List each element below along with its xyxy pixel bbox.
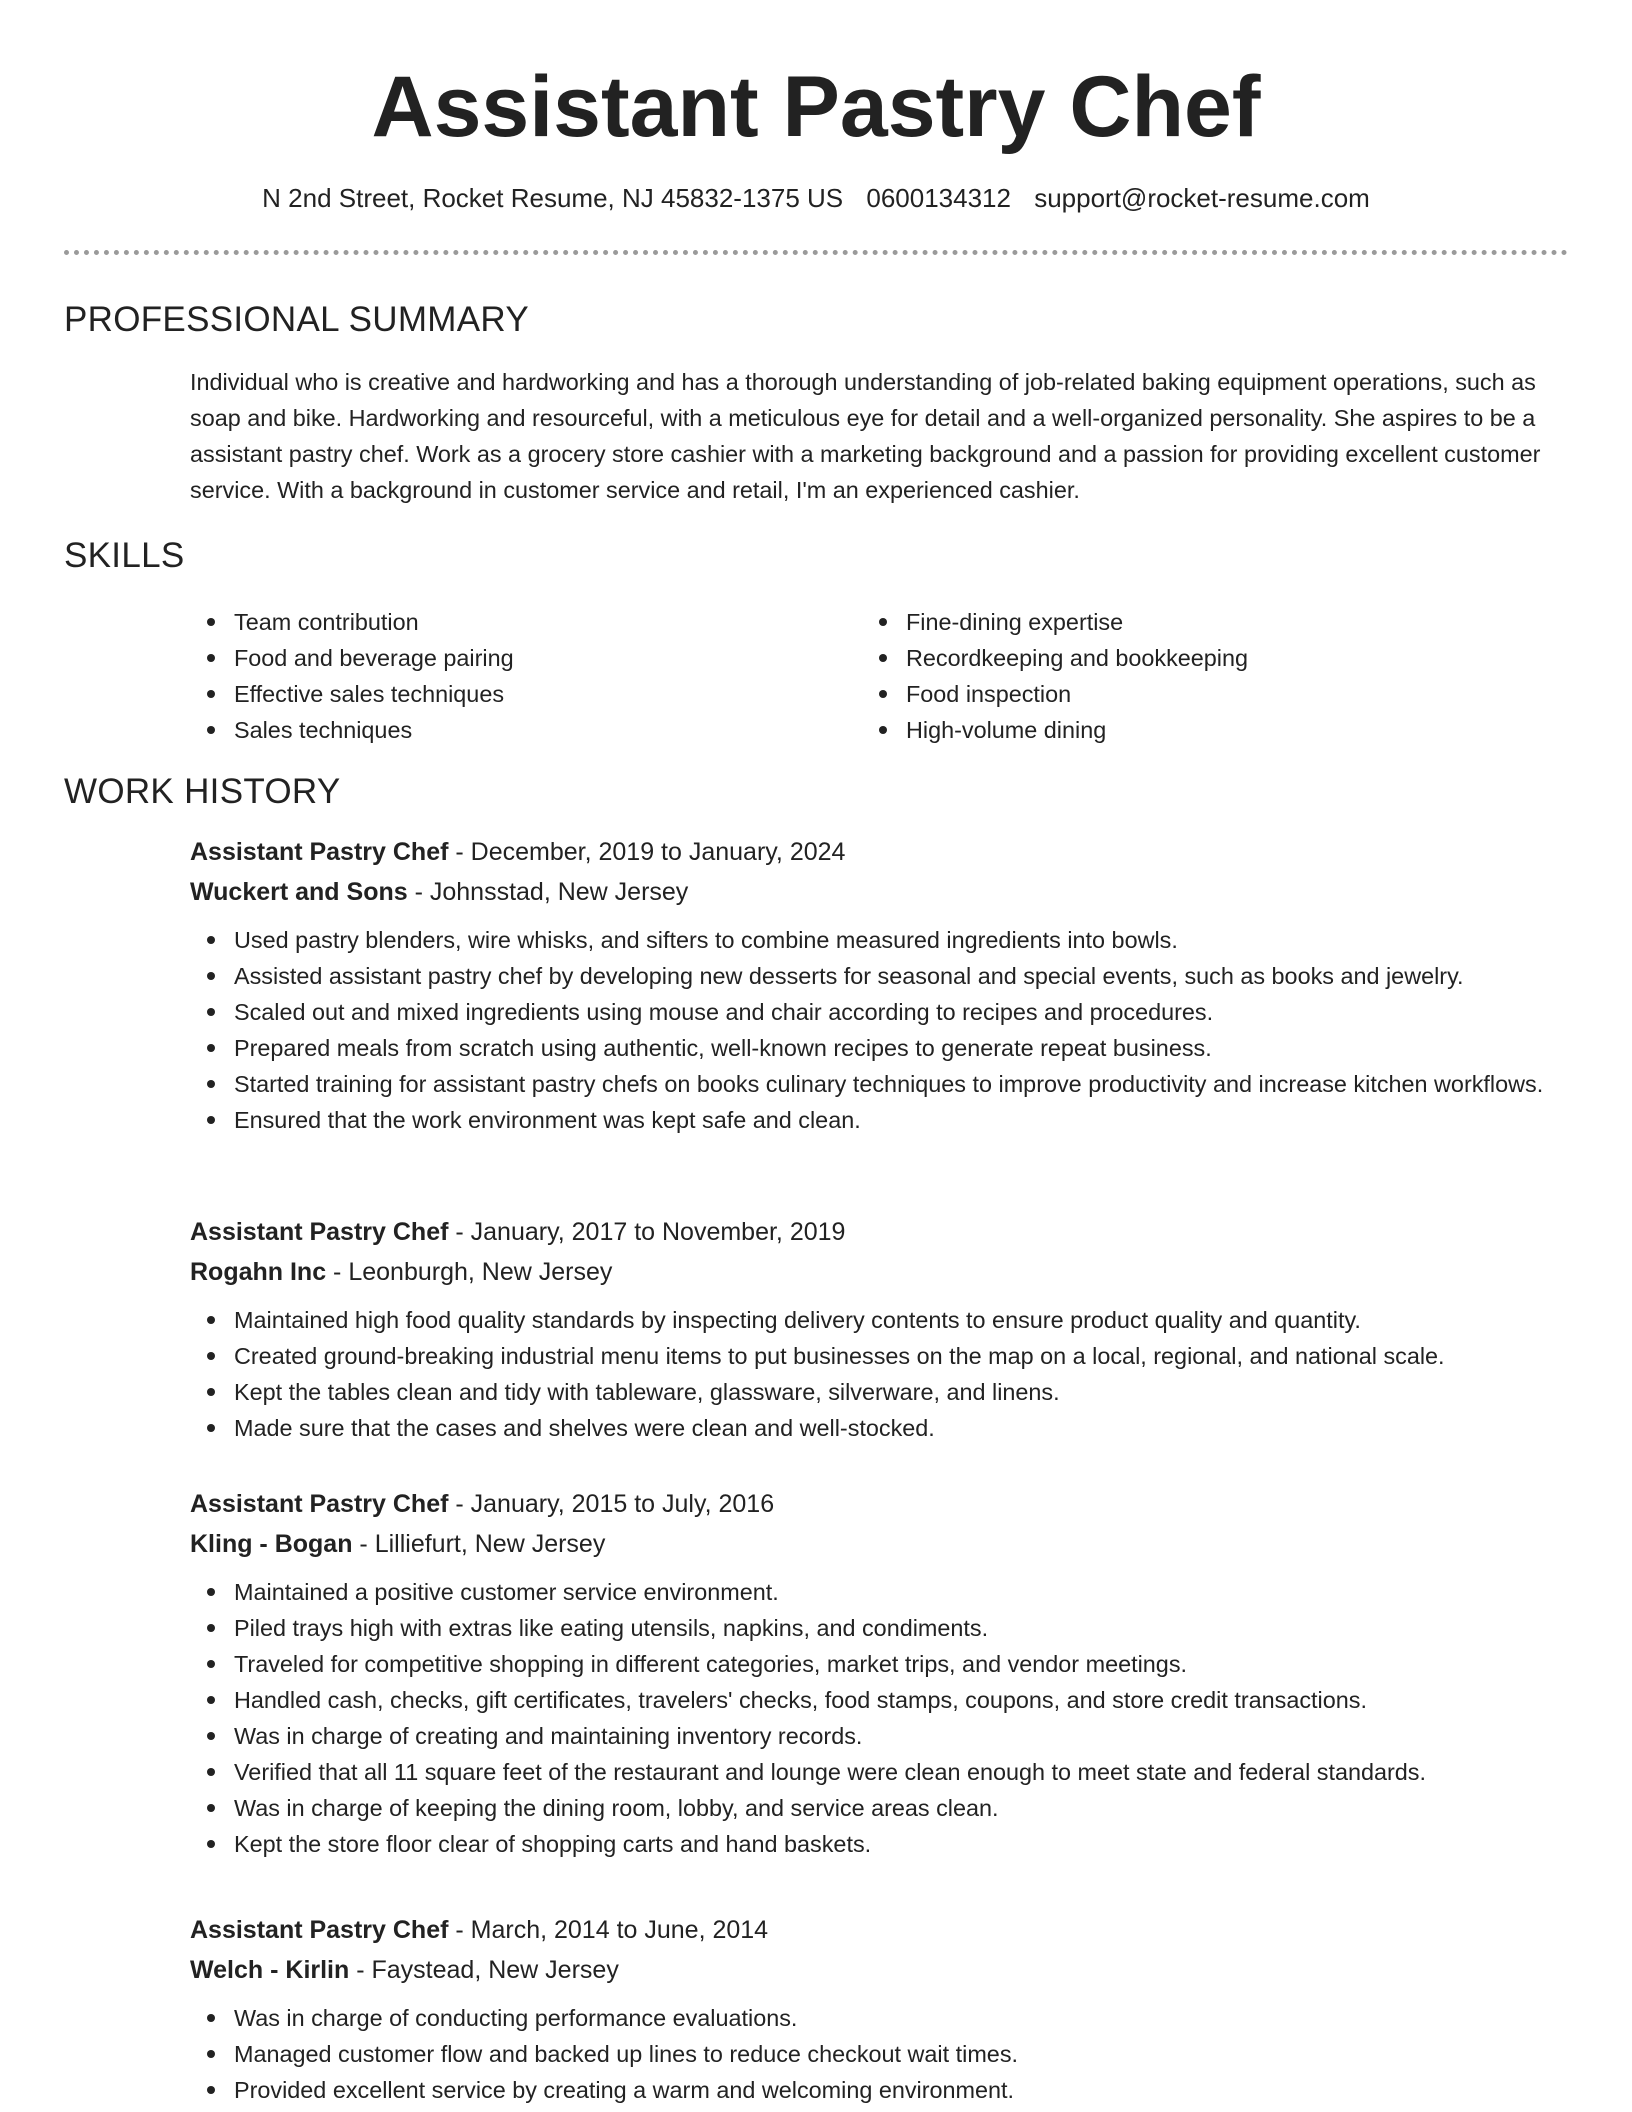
work-history-heading: WORK HISTORY bbox=[64, 772, 341, 811]
email: support@rocket-resume.com bbox=[1034, 183, 1370, 213]
skill-item: High-volume dining bbox=[862, 712, 1522, 748]
skill-item: Team contribution bbox=[190, 604, 850, 640]
list-item: Handled cash, checks, gift certificates, travelers' checks, food stamps, coupons, and store credit transactions. bbox=[190, 1682, 1568, 1718]
job-entry bbox=[190, 1484, 1568, 1862]
company-location: - Johnsstad, New Jersey bbox=[407, 878, 689, 906]
list-item: Used pastry blenders, wire whisks, and sifters to combine measured ingredients into bowls. bbox=[190, 922, 1568, 958]
list-item: Traveled for competitive shopping in different categories, market trips, and vendor meetings. bbox=[190, 1646, 1568, 1682]
job-title: Assistant Pastry Chef bbox=[190, 838, 449, 866]
company-name: Kling - Bogan bbox=[190, 1530, 353, 1558]
list-item: Managed customer flow and backed up lines to reduce checkout wait times. bbox=[190, 2036, 1568, 2072]
job-dates: - January, 2017 to November, 2019 bbox=[448, 1218, 846, 1246]
contact-info bbox=[0, 178, 1632, 218]
job-bullets bbox=[190, 1574, 1568, 1862]
job-company-line bbox=[190, 872, 1568, 912]
company-location: - Faystead, New Jersey bbox=[349, 1956, 619, 1984]
job-company-line bbox=[190, 1524, 1568, 1564]
company-name: Wuckert and Sons bbox=[190, 878, 408, 906]
job-title-line bbox=[190, 1484, 1568, 1524]
summary-heading: PROFESSIONAL SUMMARY bbox=[64, 300, 529, 339]
skill-item: Fine-dining expertise bbox=[862, 604, 1522, 640]
list-item: Piled trays high with extras like eating utensils, napkins, and condiments. bbox=[190, 1610, 1568, 1646]
job-bullets bbox=[190, 1302, 1568, 1446]
job-title-line bbox=[190, 1910, 1568, 1950]
job-dates: - December, 2019 to January, 2024 bbox=[448, 838, 846, 866]
job-bullets bbox=[190, 922, 1568, 1138]
job-dates: - January, 2015 to July, 2016 bbox=[448, 1490, 775, 1518]
job-title-line bbox=[190, 832, 1568, 872]
skill-item: Food inspection bbox=[862, 676, 1522, 712]
list-item: Started training for assistant pastry chefs on books culinary techniques to improve productivity and increase kitchen workflows. bbox=[190, 1066, 1568, 1102]
list-item: Made sure that the cases and shelves were clean and well-stocked. bbox=[190, 1410, 1568, 1446]
job-dates: - March, 2014 to June, 2014 bbox=[448, 1916, 769, 1944]
list-item: Created ground-breaking industrial menu items to put businesses on the map on a local, regional, and national scale. bbox=[190, 1338, 1568, 1374]
job-title: Assistant Pastry Chef bbox=[190, 1490, 449, 1518]
job-title-line bbox=[190, 1212, 1568, 1252]
skill-item: Effective sales techniques bbox=[190, 676, 850, 712]
skill-item: Food and beverage pairing bbox=[190, 640, 850, 676]
summary-text: Individual who is creative and hardworking and has a thorough understanding of job-related baking equipment operations, such as soap and bike. Hardworking and resourceful, with a meticulous eye for detail and a well-organized personality. She aspires to be a assistant pastry chef. Work as a grocery store cashier with a marketing background and a passion for providing excellent customer service. With a background in customer service and retail, I'm an experienced cashier. bbox=[190, 369, 1541, 503]
job-company-line bbox=[190, 1950, 1568, 1990]
list-item: Provided excellent service by creating a warm and welcoming environment. bbox=[190, 2072, 1568, 2108]
job-bullets bbox=[190, 2000, 1568, 2108]
list-item: Verified that all 11 square feet of the restaurant and lounge were clean enough to meet state and federal standards. bbox=[190, 1754, 1568, 1790]
list-item: Maintained a positive customer service environment. bbox=[190, 1574, 1568, 1610]
job-title: Assistant Pastry Chef bbox=[190, 1218, 449, 1246]
skills-list-right bbox=[862, 604, 1522, 748]
list-item: Was in charge of conducting performance evaluations. bbox=[190, 2000, 1568, 2036]
header-divider bbox=[64, 250, 1568, 255]
address: N 2nd Street, Rocket Resume, NJ 45832-1375 US bbox=[262, 183, 844, 213]
list-item: Kept the store floor clear of shopping carts and hand baskets. bbox=[190, 1826, 1568, 1862]
job-entry bbox=[190, 1212, 1568, 1446]
phone: 0600134312 bbox=[866, 183, 1011, 213]
skills-list-left bbox=[190, 604, 850, 748]
job-title: Assistant Pastry Chef bbox=[190, 1916, 449, 1944]
list-item: Kept the tables clean and tidy with tableware, glassware, silverware, and linens. bbox=[190, 1374, 1568, 1410]
skill-item: Sales techniques bbox=[190, 712, 850, 748]
list-item: Was in charge of creating and maintaining inventory records. bbox=[190, 1718, 1568, 1754]
job-entry bbox=[190, 1910, 1568, 2108]
list-item: Maintained high food quality standards by inspecting delivery contents to ensure product quality and quantity. bbox=[190, 1302, 1568, 1338]
company-location: - Lilliefurt, New Jersey bbox=[352, 1530, 606, 1558]
list-item: Was in charge of keeping the dining room, lobby, and service areas clean. bbox=[190, 1790, 1568, 1826]
company-name: Rogahn Inc bbox=[190, 1258, 327, 1286]
job-entry bbox=[190, 832, 1568, 1138]
list-item: Ensured that the work environment was kept safe and clean. bbox=[190, 1102, 1568, 1138]
company-name: Welch - Kirlin bbox=[190, 1956, 350, 1984]
company-location: - Leonburgh, New Jersey bbox=[326, 1258, 613, 1286]
list-item: Scaled out and mixed ingredients using mouse and chair according to recipes and procedures. bbox=[190, 994, 1568, 1030]
job-company-line bbox=[190, 1252, 1568, 1292]
skill-item: Recordkeeping and bookkeeping bbox=[862, 640, 1522, 676]
list-item: Prepared meals from scratch using authentic, well-known recipes to generate repeat business. bbox=[190, 1030, 1568, 1066]
candidate-name: Assistant Pastry Chef bbox=[371, 59, 1261, 155]
list-item: Assisted assistant pastry chef by developing new desserts for seasonal and special events, such as books and jewelry. bbox=[190, 958, 1568, 994]
skills-heading: SKILLS bbox=[64, 536, 185, 575]
